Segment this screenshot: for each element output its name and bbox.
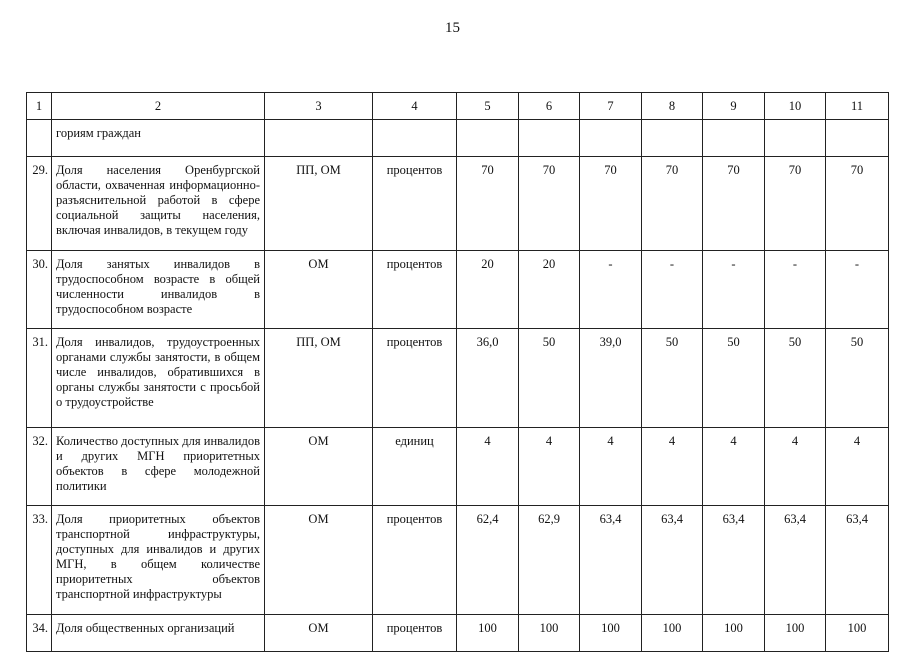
table-row (27, 329, 889, 428)
indicator-unit: единиц (373, 428, 457, 506)
column-header: 2 (52, 93, 265, 120)
indicator-value: 70 (826, 157, 889, 251)
row-number: 34. (27, 615, 52, 652)
indicator-value: 100 (826, 615, 889, 652)
column-header: 9 (703, 93, 765, 120)
indicator-value: 62,9 (519, 506, 580, 615)
indicator-value: 63,4 (765, 506, 826, 615)
indicator-name: Доля населения Оренбургской области, охваченная информационно-разъяснительной работой в сфере социальной защиты населения, включая инвалидов, в текущем году (52, 157, 265, 251)
column-header: 5 (457, 93, 519, 120)
column-header: 4 (373, 93, 457, 120)
indicator-value: 62,4 (457, 506, 519, 615)
indicator-value: 100 (519, 615, 580, 652)
column-header: 3 (265, 93, 373, 120)
indicator-value: 70 (703, 157, 765, 251)
indicator-value: - (703, 251, 765, 329)
indicators-table (26, 92, 889, 652)
column-header: 6 (519, 93, 580, 120)
indicator-value: 50 (519, 329, 580, 428)
indicator-value: 4 (457, 428, 519, 506)
indicator-unit: процентов (373, 329, 457, 428)
indicator-source: ОМ (265, 428, 373, 506)
indicator-name: Доля инвалидов, трудоустроенных органами службы занятости, в общем числе инвалидов, обратившихся в органы службы занятости с просьбой о трудоустройстве (52, 329, 265, 428)
column-header: 11 (826, 93, 889, 120)
indicator-source: ОМ (265, 615, 373, 652)
row-number: 30. (27, 251, 52, 329)
table-row (27, 157, 889, 251)
continuation-text: гориям граждан (52, 120, 265, 157)
indicator-value: 100 (580, 615, 642, 652)
indicator-value: 20 (519, 251, 580, 329)
indicator-value: - (580, 251, 642, 329)
indicator-value: 70 (519, 157, 580, 251)
indicator-value: 70 (765, 157, 826, 251)
indicator-value: 4 (703, 428, 765, 506)
table-row (27, 251, 889, 329)
row-number: 32. (27, 428, 52, 506)
indicator-unit: процентов (373, 506, 457, 615)
indicator-unit: процентов (373, 157, 457, 251)
column-header: 10 (765, 93, 826, 120)
indicator-value: 63,4 (826, 506, 889, 615)
indicator-value: 63,4 (703, 506, 765, 615)
indicator-name: Количество доступных для инвалидов и других МГН приоритетных объектов в сфере молодежной политики (52, 428, 265, 506)
continuation-row (27, 120, 889, 157)
indicator-unit: процентов (373, 615, 457, 652)
indicator-value: 100 (765, 615, 826, 652)
column-header: 7 (580, 93, 642, 120)
indicator-value: 50 (765, 329, 826, 428)
indicator-value: 36,0 (457, 329, 519, 428)
indicator-value: 100 (703, 615, 765, 652)
header-row (27, 93, 889, 120)
indicator-value: 4 (580, 428, 642, 506)
indicator-value: 100 (457, 615, 519, 652)
indicator-source: ПП, ОМ (265, 157, 373, 251)
indicator-value: 50 (826, 329, 889, 428)
table-row (27, 506, 889, 615)
indicator-value: 4 (519, 428, 580, 506)
page-number: 15 (445, 20, 460, 36)
table-row (27, 615, 889, 652)
indicator-name: Доля приоритетных объектов транспортной инфраструктуры, доступных для инвалидов и других МГН, в общем количестве приоритетных объектов транспортной инфраструктуры (52, 506, 265, 615)
indicator-name: Доля общественных организаций (52, 615, 265, 652)
column-header: 8 (642, 93, 703, 120)
indicator-value: 20 (457, 251, 519, 329)
indicator-value: 70 (580, 157, 642, 251)
indicator-unit: процентов (373, 251, 457, 329)
indicator-value: - (642, 251, 703, 329)
row-number: 33. (27, 506, 52, 615)
indicator-source: ПП, ОМ (265, 329, 373, 428)
indicator-value: 70 (457, 157, 519, 251)
indicator-value: 50 (703, 329, 765, 428)
indicator-value: 100 (642, 615, 703, 652)
table-row (27, 428, 889, 506)
indicator-source: ОМ (265, 506, 373, 615)
column-header: 1 (27, 93, 52, 120)
indicator-name: Доля занятых инвалидов в трудоспособном возрасте в общей численности инвалидов в трудоспособном возрасте (52, 251, 265, 329)
indicator-source: ОМ (265, 251, 373, 329)
indicator-value: 50 (642, 329, 703, 428)
indicator-value: 70 (642, 157, 703, 251)
row-number: 31. (27, 329, 52, 428)
indicator-value: 39,0 (580, 329, 642, 428)
row-number: 29. (27, 157, 52, 251)
indicator-value: - (826, 251, 889, 329)
indicator-value: 63,4 (580, 506, 642, 615)
indicator-value: 4 (826, 428, 889, 506)
indicator-value: 4 (642, 428, 703, 506)
indicator-value: 4 (765, 428, 826, 506)
indicator-value: 63,4 (642, 506, 703, 615)
indicator-value: - (765, 251, 826, 329)
